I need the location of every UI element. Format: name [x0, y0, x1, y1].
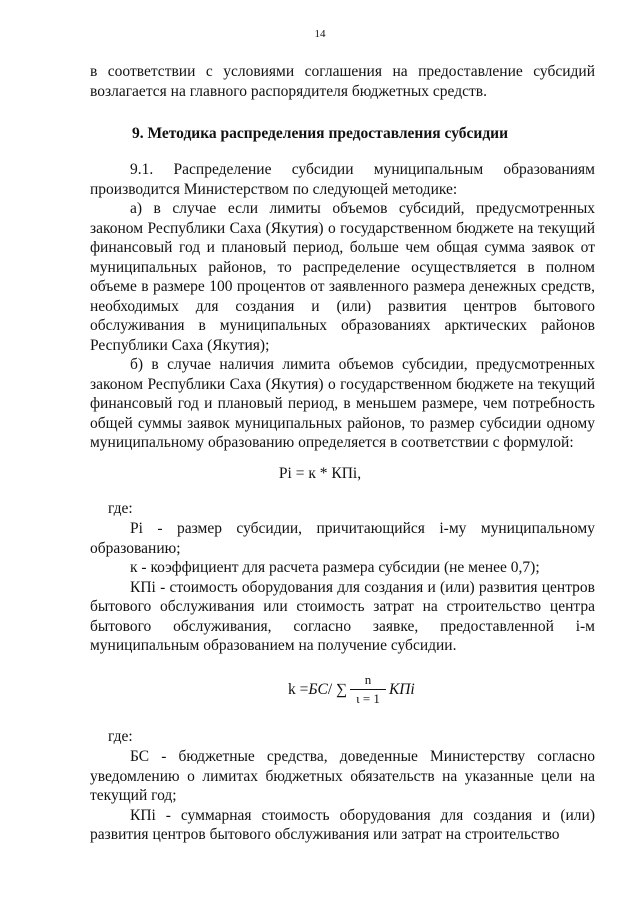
formula-k-term: КПi [388, 680, 415, 698]
formula-k-bs: БС [308, 680, 328, 698]
formula-k-lhs: k = [288, 680, 309, 698]
formula-k-sum: / ∑ [327, 680, 348, 698]
definition-pi: Pi - размер субсидии, причитающийся i-му муниципальному образованию; [90, 520, 595, 557]
definitions-block-1 [90, 519, 595, 656]
paragraph-a: а) в случае если лимиты объемов субсидий, предусмотренных законом Республики Саха (Якутия) о государственном бюджете на текущий финансовый год и плановый период, больше чем общая сумма заявок от муниципальных районов, то распределение осуществляется в полном объеме в размере 100 процентов от заявленного размера денежных средств, необходимых для создания и (или) развития центров бытового обслуживания в муниципальных образованиях арктических районов Республики Саха (Якутия); [90, 200, 595, 354]
paragraph-9-1: 9.1. Распределение субсидии муниципальным образованиям производится Министерством по следующей методике: [90, 161, 595, 198]
formula-pi: Pi = к * КПi, [278, 465, 362, 482]
sum-upper-limit: n [364, 672, 372, 687]
methodology-block [90, 160, 595, 453]
sum-limits [350, 672, 386, 707]
where-label-2: где: [108, 728, 133, 745]
where-label-1: где: [108, 500, 133, 517]
definition-k: к - коэффициент для расчета размера субсидии (не менее 0,7); [130, 559, 540, 576]
definition-kpi-sum: КПi - суммарная стоимость оборудования для создания и (или) развития центров бытового обслуживания или затрат на строительство [90, 806, 595, 843]
paragraph-b: б) в случае наличия лимита объемов субсидии, предусмотренных законом Республики Саха (Якутия) о государственном бюджете на текущий финансовый год и плановый период, в меньшем размере, чем потребность общей суммы заявок муниципальных районов, то размер субсидии одному муниципальному образованию определяется в соответствии с формулой: [90, 356, 595, 451]
formula-k [288, 672, 415, 707]
top-paragraph: в соответствии с условиями соглашения на предоставление субсидий возлагается на главного распорядителя бюджетных средств. [90, 63, 595, 100]
definition-bs: БС - бюджетные средства, доведенные Министерству согласно уведомлению о лимитах бюджетных обязательств на указанные цели на текущий год; [90, 748, 595, 804]
section-heading: 9. Методика распределения предоставления субсидии [131, 125, 509, 142]
page-number: 14 [314, 28, 326, 40]
top-paragraph-block [90, 62, 595, 101]
sum-lower-limit: ι = 1 [350, 689, 386, 707]
definition-kpi: КПi - стоимость оборудования для создания и (или) развития центров бытового обслуживания или стоимость затрат на строительство центра бытового обслуживания, согласно заявке, предоставленной i-м муниципальным образованием на получение субсидии. [90, 578, 595, 654]
definitions-block-2 [90, 747, 595, 845]
